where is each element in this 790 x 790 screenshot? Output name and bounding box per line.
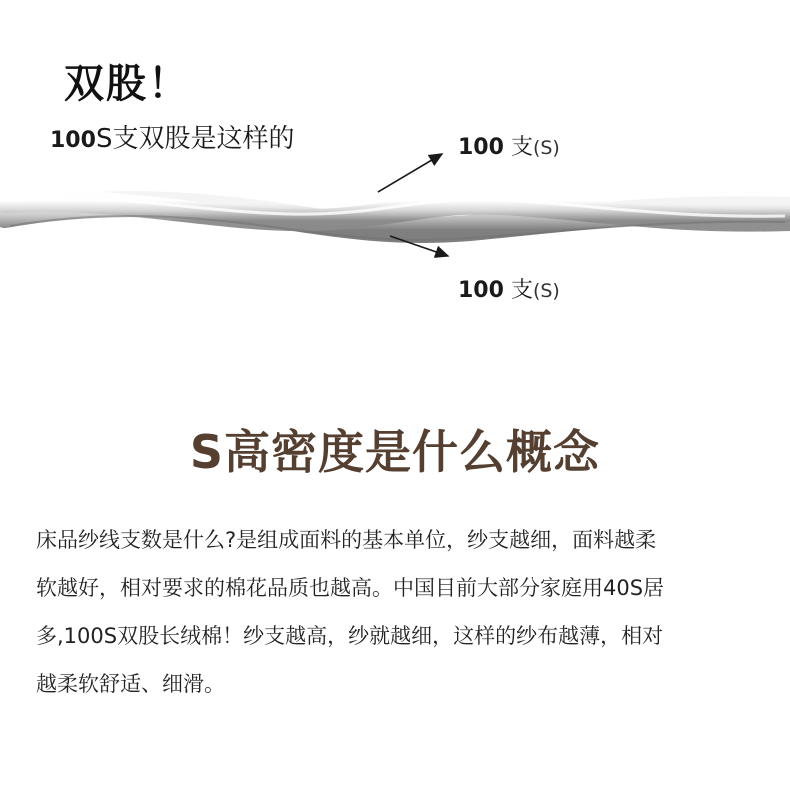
section-heading: S高密度是什么概念 [189, 425, 601, 479]
body-line: 床品纱线支数是什么?是组成面料的基本单位，纱支越细，面料越柔 [36, 528, 657, 552]
strand-label-top: 100 支(S) [458, 135, 560, 160]
twisted-yarn-illustration [0, 140, 790, 290]
strand-label-bottom: 100 支(S) [458, 278, 560, 303]
subtitle-text: S支双股是这样的 [95, 124, 295, 154]
arrow-top [378, 154, 442, 192]
subtitle-number: 100 [50, 128, 96, 153]
body-line: 多,100S双股长绒棉！纱支越高，纱就越细，这样的纱布越薄，相对 [36, 624, 664, 648]
body-line: 软越好，相对要求的棉花品质也越高。中国目前大部分家庭用40S居 [36, 576, 665, 600]
body-paragraph [36, 516, 758, 708]
page-title: 双股！ [64, 61, 190, 107]
body-line: 越柔软舒适、细滑。 [36, 672, 225, 696]
